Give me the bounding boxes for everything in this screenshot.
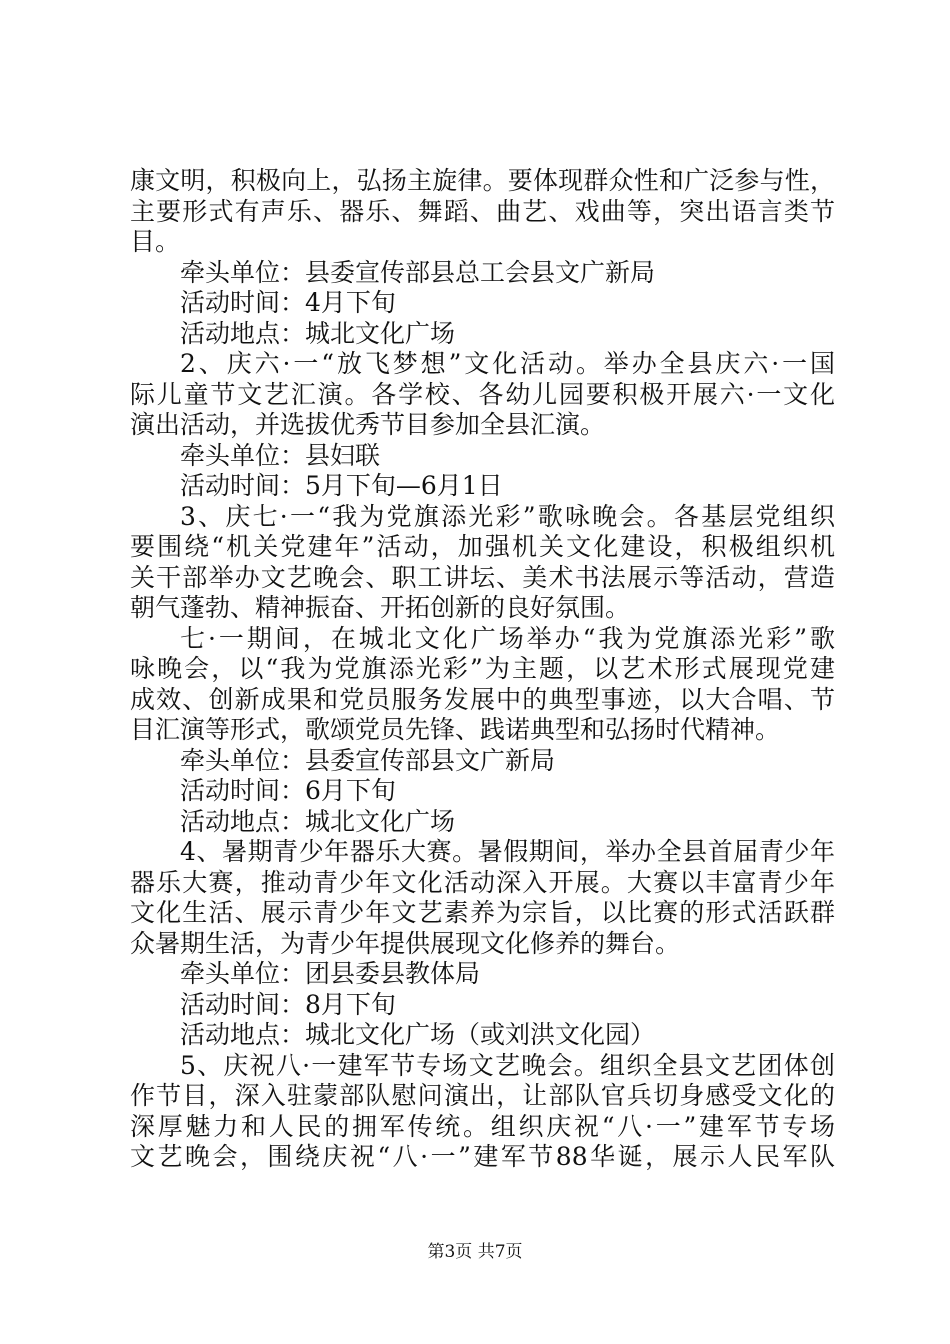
text-line: 朝气蓬勃、精神振奋、开拓创新的良好氛围。 [130, 593, 631, 622]
text-line: 活动时间：6月下旬 [180, 776, 396, 805]
text-line: 牵头单位：县妇联 [180, 440, 381, 470]
text-line: 文化生活、展示青少年文艺素养为宗旨，以比赛的形式活跃群 [130, 898, 835, 927]
paragraph-start-line: 5、庆祝八·一建军节专场文艺晚会。组织全县文艺团体创 [180, 1050, 835, 1080]
text-line: 活动时间：8月下旬 [180, 989, 396, 1019]
text-line: 活动地点：城北文化广场（或刘洪文化园） [180, 1020, 656, 1049]
text-line: 文艺晚会，围绕庆祝“八·一”建军节88华诞，展示人民军队 [130, 1142, 835, 1171]
text-line: 牵头单位：团县委县教体局 [180, 959, 481, 988]
text-line: 目汇演等形式，歌颂党员先锋、践诺典型和弘扬时代精神。 [130, 715, 781, 744]
text-line: 要围绕“机关党建年”活动，加强机关文化建设，积极组织机 [130, 532, 835, 561]
text-line: 演出活动，并选拔优秀节目参加全县汇演。 [130, 410, 606, 439]
text-line: 际儿童节文艺汇演。各学校、各幼儿园要积极开展六·一文化 [130, 379, 835, 409]
text-line: 众暑期生活，为青少年提供展现文化修养的舞台。 [130, 928, 681, 958]
text-line: 深厚魅力和人民的拥军传统。组织庆祝“八·一”建军节专场 [130, 1111, 835, 1141]
text-line: 主要形式有声乐、器乐、舞蹈、曲艺、戏曲等，突出语言类节 [130, 196, 835, 226]
page-number-footer: 第3页 共7页 [427, 1242, 523, 1262]
text-line: 活动时间：5月下旬—6月1日 [180, 471, 503, 500]
paragraph-start-line: 3、庆七·一“我为党旗添光彩”歌咏晚会。各基层党组织 [180, 501, 835, 531]
text-line: 活动时间：4月下旬 [180, 288, 396, 317]
text-line: 活动地点：城北文化广场 [180, 806, 456, 836]
text-line: 咏晚会，以“我为党旗添光彩”为主题，以艺术形式展现党建 [130, 654, 835, 683]
paragraph-start-line: 七·一期间，在城北文化广场举办“我为党旗添光彩”歌 [180, 623, 835, 653]
text-line: 目。 [130, 227, 181, 256]
text-line: 成效、创新成果和党员服务发展中的典型事迹，以大合唱、节 [130, 684, 835, 714]
text-line: 牵头单位：县委宣传部县总工会县文广新局 [180, 257, 656, 287]
text-line: 活动地点：城北文化广场 [180, 318, 456, 348]
paragraph-start-line: 2、庆六·一“放飞梦想”文化活动。举办全县庆六·一国 [180, 349, 835, 378]
text-line: 康文明，积极向上，弘扬主旋律。要体现群众性和广泛参与性， [130, 166, 835, 195]
text-line: 关干部举办文艺晚会、职工讲坛、美术书法展示等活动，营造 [130, 562, 835, 592]
paragraph-start-line: 4、暑期青少年器乐大赛。暑假期间，举办全县首届青少年 [180, 837, 835, 866]
document-body [130, 166, 835, 1173]
text-line: 器乐大赛，推动青少年文化活动深入开展。大赛以丰富青少年 [130, 867, 835, 897]
text-line: 作节目，深入驻蒙部队慰问演出，让部队官兵切身感受文化的 [130, 1081, 835, 1110]
text-line: 牵头单位：县委宣传部县文广新局 [180, 745, 556, 775]
